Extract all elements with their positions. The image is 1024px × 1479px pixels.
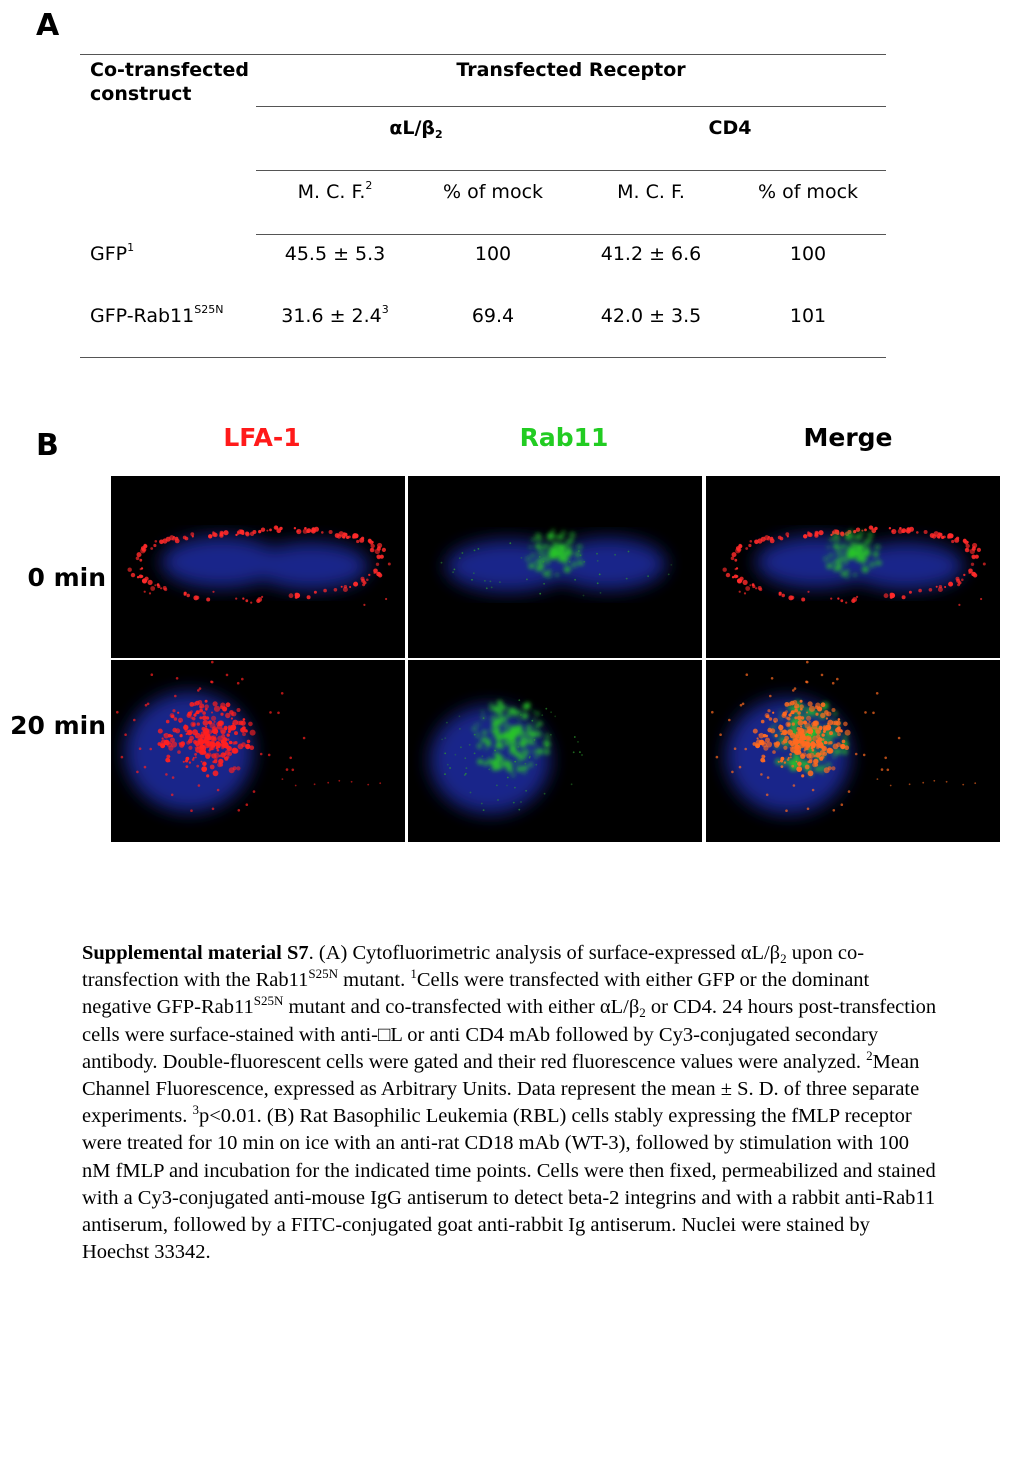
column-title-merge: Merge xyxy=(803,423,893,452)
row-construct-gfp-rab11: GFP-$Rab11^{S25N}$ xyxy=(90,303,224,327)
micrograph-0min-lfa1 xyxy=(111,476,405,658)
first-column-header: Co-transfected construct xyxy=(90,59,249,105)
table-group-rule xyxy=(256,106,886,107)
micrograph-20min-lfa1 xyxy=(111,660,405,842)
cell-rab11-pct-1: 69.4 xyxy=(471,305,515,327)
receptor-header-cd4: CD4 xyxy=(708,117,752,139)
row-construct-gfp: GFP$^1$ xyxy=(90,241,135,265)
cell-rab11-mcf-2: 42.0 ± 3.5 xyxy=(600,305,702,327)
receptor-header-alphaL-beta2: $\alpha L/\beta_2$ xyxy=(389,117,443,141)
figure-caption: Supplemental material S7. (A) Cytofluorimetric analysis of surface-expressed αL/β2 upon co-transfection with the $Rab11^{S25N}$ mutant. $^1$Cells were transfected with either GFP or the dominant negative GFP-$Rab11^{S25N}$ mutant and co-transfected with either αL/β2 or CD4. 24 hours post-transfection cells were surface-stained with anti-□L or anti CD4 mAb followed by Cy3-conjugated secondary antibody. Double-fluorescent cells were gated and their red fluorescence values were analyzed. $^2$Mean Channel Fluorescence, expressed as Arbitrary Units. Data represent the mean ± S. D. of three separate experiments. $^3$p<0.01. (B) Rat Basophilic Leukemia (RBL) cells stably expressing the fMLP receptor were treated for 10 min on ice with an anti-rat CD18 mAb (WT-3), followed by stimulation with 100 nM fMLP and incubation for the indicated time points. Cells were then fixed, permeabilized and stained with a Cy3-conjugated anti-mouse IgG antiserum to detect beta-2 integrins and with a rabbit anti-Rab11 antiserum, followed by a FITC-conjugated goat anti-rabbit Ig antiserum. Nuclei were stained by Hoechst 33342. xyxy=(82,942,937,1264)
column-header-mcf-2: M. C. F. xyxy=(617,181,685,203)
table-top-rule xyxy=(80,54,886,55)
row-title-20min: 20 min xyxy=(10,711,106,740)
caption-title: Supplemental material S7 xyxy=(82,942,309,964)
table-bottom-rule xyxy=(80,357,886,358)
micrograph-20min-rab11 xyxy=(408,660,702,842)
cell-gfp-mcf-1: 45.5 ± 5.3 xyxy=(284,243,386,265)
group-header: Transfected Receptor xyxy=(456,59,686,81)
micrograph-0min-merge xyxy=(706,476,1000,658)
column-title-lfa1: LFA-1 xyxy=(223,423,301,452)
cell-gfp-pct-1: 100 xyxy=(474,243,512,265)
micrograph-0min-rab11 xyxy=(408,476,702,658)
micrograph-20min-merge xyxy=(706,660,1000,842)
table-receptor-rule xyxy=(256,170,886,171)
cell-rab11-mcf-1: $31.6 \pm 2.4^3$ xyxy=(281,303,389,327)
column-header-mcf-1: M. C. F.$^2$ xyxy=(297,179,373,203)
cell-gfp-pct-2: 100 xyxy=(789,243,827,265)
row-title-0min: 0 min xyxy=(27,563,106,592)
column-title-rab11: Rab11 xyxy=(519,423,609,452)
cell-gfp-mcf-2: 41.2 ± 6.6 xyxy=(600,243,702,265)
column-header-pct-mock-1: % of mock xyxy=(442,181,544,203)
panel-label-a: A xyxy=(36,8,60,43)
table-header-rule xyxy=(256,234,886,235)
column-header-pct-mock-2: % of mock xyxy=(757,181,859,203)
panel-label-b: B xyxy=(36,428,59,463)
cell-rab11-pct-2: 101 xyxy=(789,305,827,327)
